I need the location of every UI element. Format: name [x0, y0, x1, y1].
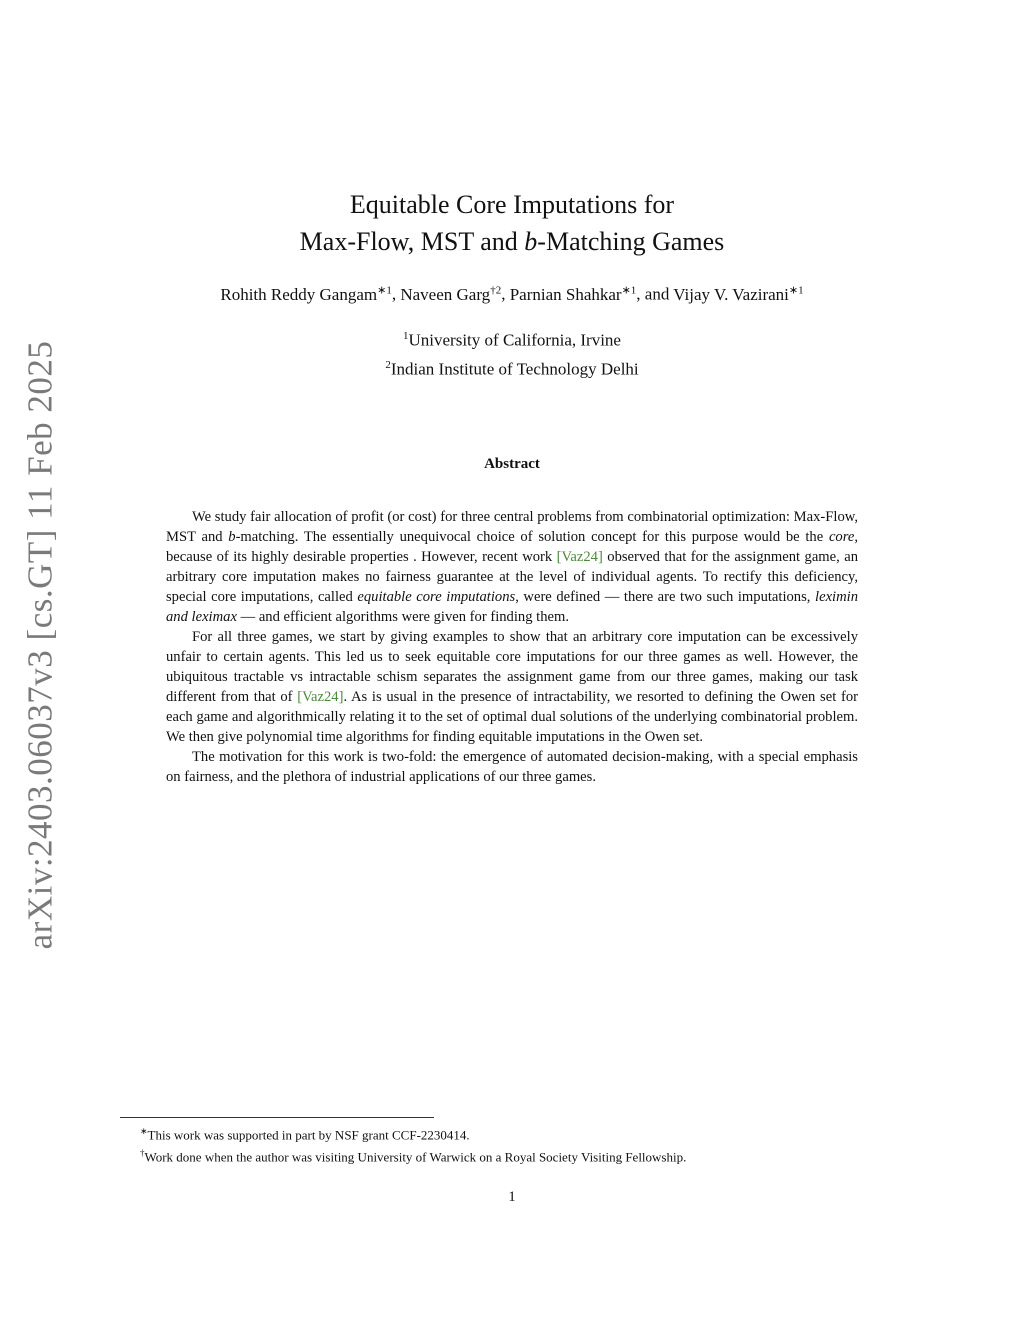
abstract-paragraph-1: We study fair allocation of profit (or cost) for three central problems from combinatorial optimization: Max-Flow, MST and b-matching. The essentially unequivocal choice of solution concept for this purpose would be the core, because of its highly desirable properties . However, recent work [Vaz24] observed that for the assignment game, an arbitrary core imputation makes no fairness guarantee at the level of individual agents. To rectify this deficiency, special core imputations, called equitable core imputations, were defined — there are two such imputations, leximin and leximax — and efficient algorithms were given for finding them.: [166, 509, 858, 625]
title-line-1: Equitable Core Imputations for: [349, 190, 675, 219]
author: Parnian Shahkar$^{∗1}$: [509, 284, 637, 304]
footnote-rule: [120, 1117, 434, 1118]
author-separator: ,: [501, 284, 510, 304]
author-list: [0, 283, 1024, 305]
footnotes: [140, 1122, 900, 1167]
emphasis-core: core: [828, 529, 855, 545]
b-variable: b: [228, 529, 236, 545]
author: Vijay V. Vazirani$^{∗1}$: [673, 284, 804, 304]
abstract-body: [166, 507, 858, 787]
author-separator: ,: [391, 284, 401, 304]
emphasis-equitable-core-imputations: equitable core imputations: [357, 589, 516, 605]
affiliation: $^2$Indian Institute of Technology Delhi: [385, 358, 639, 379]
paper-title: [0, 186, 1024, 260]
abstract-paragraph-3: The motivation for this work is two-fold: the emergence of automated decision-making, with a special emphasis on fairness, and the plethora of industrial applications of our three games.: [166, 749, 858, 785]
author: Rohith Reddy Gangam$^{∗1}$: [220, 284, 392, 304]
author-separator: , and: [636, 284, 674, 304]
citation-link-vaz24[interactable]: [Vaz24]: [556, 549, 603, 565]
emphasis-leximin-leximax: leximin and leximax: [166, 589, 858, 625]
arxiv-identifier: arXiv:2403.06037v3 [cs.GT] 11 Feb 2025: [20, 340, 59, 950]
abstract-heading: Abstract: [484, 456, 540, 472]
citation-link-vaz24[interactable]: [Vaz24]: [297, 689, 344, 705]
title-b-variable: b: [524, 227, 538, 256]
abstract-paragraph-2: For all three games, we start by giving examples to show that an arbitrary core imputation can be excessively unfair to certain agents. This led us to seek equitable core imputations for our three games as well. However, the ubiquitous tractable vs intractable schism separates the assignment game from our three games, making our task different from that of [Vaz24]. As is usual in the presence of intractability, we resorted to defining the Owen set for each game and algorithmically relating it to the set of optimal dual solutions of the underlying combinatorial problem. We then give polynomial time algorithms for finding equitable imputations in the Owen set.: [166, 629, 858, 745]
arxiv-stamp: [10, 340, 70, 950]
author: Naveen Garg$^{\dagger 2}$: [400, 284, 502, 304]
page-number: 1: [508, 1189, 516, 1205]
affiliations: [0, 324, 1024, 381]
title-line-2: [0, 223, 1024, 260]
title-line-2-pre: Max-Flow, MST and: [299, 227, 525, 256]
affiliation: $^1$University of California, Irvine: [403, 330, 621, 350]
title-line-2-post: -Matching Games: [537, 227, 725, 256]
footnote: ∗This work was supported in part by NSF grant CCF-2230414.: [140, 1126, 470, 1143]
footnote: †Work done when the author was visiting University of Warwick on a Royal Society Visiting Fellowship.: [140, 1148, 687, 1165]
